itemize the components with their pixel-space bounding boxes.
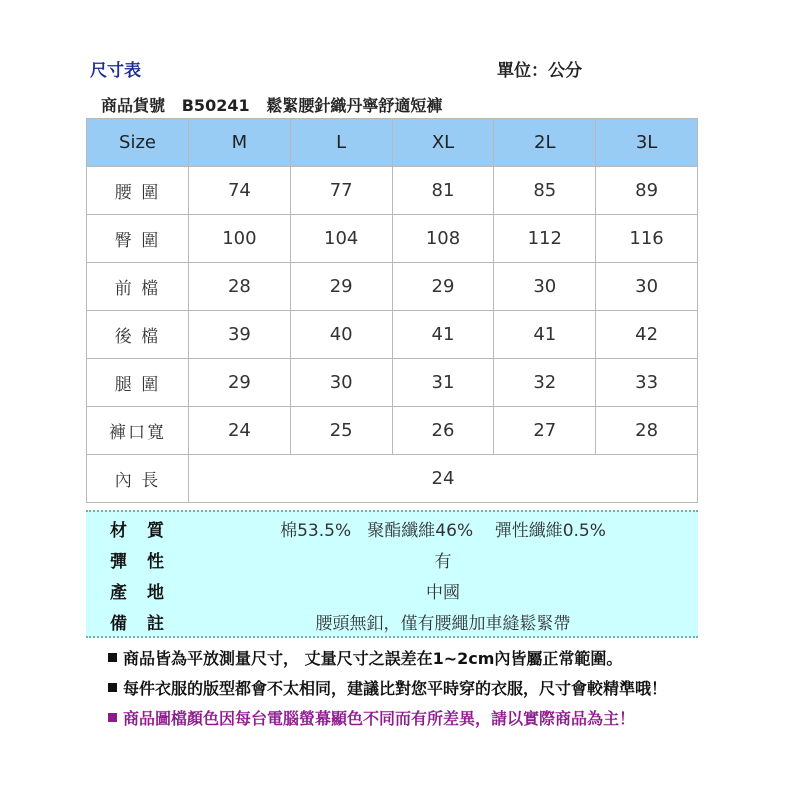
page-title: 尺寸表	[90, 61, 141, 81]
row-label: 後 檔	[87, 311, 189, 359]
table-cell: 39	[189, 311, 291, 359]
table-cell: 28	[596, 407, 698, 455]
table-cell: 32	[494, 359, 596, 407]
table-cell: 29	[290, 263, 392, 311]
table-cell: 26	[392, 407, 494, 455]
table-cell: 30	[290, 359, 392, 407]
row-label: 褲口寬	[87, 407, 189, 455]
unit-label: 單位：公分	[497, 61, 582, 81]
table-row	[87, 215, 698, 263]
header-cell-size: Size	[87, 119, 189, 167]
row-label: 臀 圍	[87, 215, 189, 263]
table-cell: 40	[290, 311, 392, 359]
table-cell: 31	[392, 359, 494, 407]
table-cell: 25	[290, 407, 392, 455]
table-cell: 30	[596, 263, 698, 311]
row-label: 腿 圍	[87, 359, 189, 407]
table-cell: 27	[494, 407, 596, 455]
table-cell: 30	[494, 263, 596, 311]
square-bullet-icon	[108, 683, 117, 692]
table-cell: 33	[596, 359, 698, 407]
table-cell: 104	[290, 215, 392, 263]
table-cell: 108	[392, 215, 494, 263]
table-cell: 29	[189, 359, 291, 407]
table-row	[87, 311, 698, 359]
note-item: 每件衣服的版型都會不太相同，建議比對您平時穿的衣服，尺寸會較精準哦！	[108, 678, 667, 708]
row-label: 腰 圍	[87, 167, 189, 215]
product-info-panel	[86, 510, 698, 638]
info-value: 中國	[426, 583, 460, 603]
size-header-row	[87, 119, 698, 167]
info-value: 腰頭無釦，僅有腰繩加車縫鬆緊帶	[315, 614, 571, 634]
product-code: B50241	[181, 96, 250, 115]
info-row-remarks	[86, 605, 698, 636]
table-row	[87, 359, 698, 407]
table-cell: 89	[596, 167, 698, 215]
info-value: 棉53.5% 聚酯纖維46% 彈性纖維0.5%	[280, 521, 606, 541]
table-row	[87, 263, 698, 311]
note-item: 商品皆為平放測量尺寸， 丈量尺寸之誤差在1~2cm內皆屬正常範圍。	[108, 648, 667, 678]
header-cell-3l: 3L	[596, 119, 698, 167]
row-label: 前 檔	[87, 263, 189, 311]
table-row-inseam	[87, 455, 698, 503]
table-cell: 85	[494, 167, 596, 215]
product-line	[101, 93, 442, 116]
info-row-origin	[86, 574, 698, 605]
notes-list	[108, 648, 667, 738]
header-cell-l: L	[290, 119, 392, 167]
table-cell: 77	[290, 167, 392, 215]
table-cell: 41	[494, 311, 596, 359]
row-label: 內 長	[87, 455, 189, 503]
table-cell: 81	[392, 167, 494, 215]
info-label: 材質	[110, 521, 184, 541]
square-bullet-icon	[108, 713, 117, 722]
table-cell: 100	[189, 215, 291, 263]
table-cell: 74	[189, 167, 291, 215]
header-cell-xl: XL	[392, 119, 494, 167]
info-value: 有	[434, 552, 452, 572]
table-row	[87, 167, 698, 215]
info-row-material	[86, 512, 698, 543]
size-table	[86, 118, 698, 503]
header-cell-2l: 2L	[494, 119, 596, 167]
info-label: 備註	[110, 614, 184, 634]
table-cell: 42	[596, 311, 698, 359]
note-item-highlight: 商品圖檔顏色因每台電腦螢幕顯色不同而有所差異，請以實際商品為主！	[108, 708, 667, 738]
table-cell: 24	[189, 407, 291, 455]
inseam-value: 24	[189, 455, 698, 503]
table-row	[87, 407, 698, 455]
product-label: 商品貨號	[101, 96, 166, 115]
header-cell-m: M	[189, 119, 291, 167]
table-cell: 29	[392, 263, 494, 311]
info-label: 彈性	[110, 552, 184, 572]
table-cell: 112	[494, 215, 596, 263]
table-cell: 41	[392, 311, 494, 359]
product-name: 鬆緊腰針織丹寧舒適短褲	[266, 96, 443, 115]
table-cell: 116	[596, 215, 698, 263]
square-bullet-icon	[108, 653, 117, 662]
info-row-elasticity	[86, 543, 698, 574]
info-label: 產地	[110, 583, 184, 603]
table-cell: 28	[189, 263, 291, 311]
